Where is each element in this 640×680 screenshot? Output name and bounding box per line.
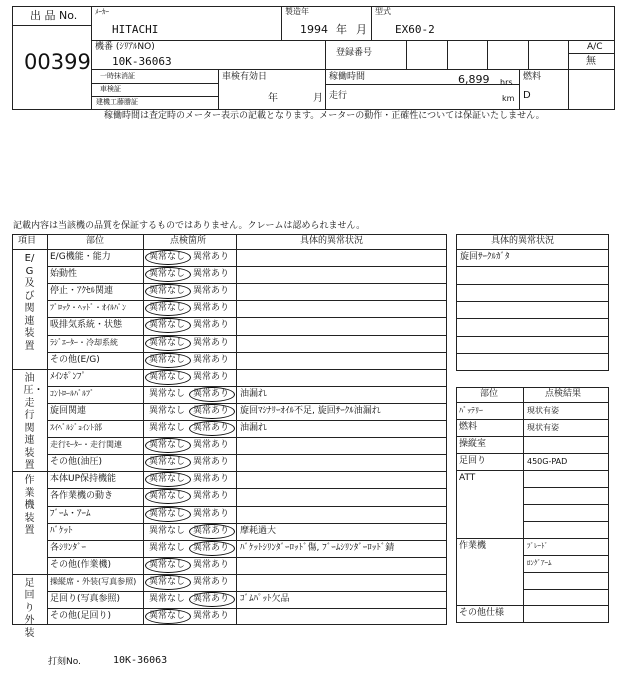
part-name: 各作業機の動き [50, 491, 114, 502]
hours-label: 稼働時間 [329, 72, 366, 82]
part-name: 吸排気系統・状態 [50, 320, 123, 331]
option-abnormal[interactable]: 異常あり [193, 388, 230, 399]
option-normal[interactable]: 異常なし [149, 576, 186, 587]
row-rule [47, 352, 447, 353]
option-normal[interactable]: 異常なし [149, 559, 186, 570]
abnormal-detail: ｺﾞﾑﾊﾟｯﾄ欠品 [240, 594, 290, 604]
row-rule [47, 454, 447, 455]
option-normal[interactable]: 異常なし [149, 354, 186, 365]
hours-value: 6,899 [458, 73, 490, 86]
maker-value: HITACHI [112, 23, 159, 36]
hours-disclaimer: 稼働時間は査定時のメーター表示の記載となります。メーターの動作・正確性については保証いたしません。 [104, 111, 545, 121]
abnormal-detail: 油漏れ [240, 388, 268, 399]
group-label: E/G及び関連装置 [24, 253, 35, 352]
part-name: E/G機能・能力 [50, 252, 111, 262]
part-name: 停止・ｱｸｾﾙ関連 [50, 286, 114, 297]
option-normal[interactable]: 異常なし [149, 542, 186, 553]
fuel-label: 燃料 [523, 72, 542, 82]
option-normal[interactable]: 異常なし [149, 320, 186, 331]
selected-circle [189, 404, 235, 419]
part-name: 足回り(写真参照) [50, 594, 121, 604]
selected-circle [189, 524, 235, 539]
shaken-label: 車検有効日 [222, 72, 268, 82]
option-abnormal[interactable]: 異常あり [193, 320, 230, 331]
option-abnormal[interactable]: 異常あり [193, 252, 230, 262]
option-abnormal[interactable]: 異常あり [193, 576, 230, 587]
selected-circle [189, 541, 235, 556]
row-rule [47, 523, 447, 524]
option-abnormal[interactable]: 異常あり [193, 457, 230, 468]
part-name: 始動性 [50, 269, 78, 280]
fuel-row-label: 燃料 [459, 422, 478, 432]
shaken-month: 月 [313, 93, 323, 104]
selected-circle [145, 353, 191, 368]
option-abnormal[interactable]: 異常あり [193, 474, 230, 485]
option-abnormal[interactable]: 異常あり [193, 559, 230, 570]
right-top-row: 旋回ｻｰｸﾙｶﾞﾀ [460, 252, 510, 262]
reg-label: 登録番号 [336, 48, 373, 58]
group-label: 足回り外装 [24, 577, 35, 639]
part-name: ﾌﾞﾛｯｸ・ﾍｯﾄﾞ・ｵｲﾙﾊﾟﾝ [50, 303, 126, 313]
part-name: その他(油圧) [50, 457, 103, 468]
selected-circle [145, 336, 191, 351]
option-abnormal[interactable]: 異常あり [193, 371, 230, 382]
part-name: その他(作業機) [50, 559, 112, 570]
right-top-header: 具体的異常状況 [491, 236, 555, 246]
part-name: ﾒｲﾝﾎﾟﾝﾌﾟ [50, 371, 87, 382]
abnormal-detail: 油漏れ [240, 423, 268, 433]
part-name: ｺﾝﾄﾛｰﾙﾊﾞﾙﾌﾞ [50, 388, 94, 398]
option-abnormal[interactable]: 異常あり [193, 423, 230, 433]
temp-plate: 一時抹消証 [100, 72, 135, 80]
other-spec-label: その他仕様 [459, 608, 505, 618]
option-normal[interactable]: 異常なし [149, 337, 186, 348]
stamp-value: 10K-36063 [113, 655, 168, 666]
header-check: 点検箇所 [170, 236, 207, 246]
option-abnormal[interactable]: 異常あり [193, 491, 230, 502]
selected-circle [145, 558, 191, 573]
vehicle-cert: 建機工藤謄証 [96, 98, 138, 106]
option-abnormal[interactable]: 異常あり [193, 594, 230, 604]
option-normal[interactable]: 異常なし [149, 457, 186, 468]
part-name: ﾊﾞｹｯﾄ [50, 525, 73, 536]
work-label: 作業機 [459, 541, 487, 551]
option-abnormal[interactable]: 異常あり [193, 611, 230, 622]
option-normal[interactable]: 異常なし [149, 474, 186, 485]
option-normal[interactable]: 異常なし [149, 269, 186, 280]
option-abnormal[interactable]: 異常あり [193, 337, 230, 348]
table-col-rule [236, 234, 237, 625]
quality-disclaimer: 記載内容は当該機の品質を保証するものではありません。クレームは認められません。 [13, 221, 366, 231]
fuel-row-value: 現状有姿 [527, 423, 559, 432]
abnormal-detail: 摩耗過大 [240, 525, 277, 536]
option-normal[interactable]: 異常なし [149, 286, 186, 297]
part-name: ﾌﾞｰﾑ・ｱｰﾑ [50, 508, 91, 519]
row-rule [47, 557, 447, 558]
group-label: 油圧・走行関連装置 [23, 372, 44, 472]
undercarriage-label: 足回り [459, 456, 487, 466]
year-value: 1994 [300, 23, 328, 36]
inspection-cert: 車検証 [100, 85, 121, 93]
option-abnormal[interactable]: 異常あり [193, 508, 230, 519]
shaken-year: 年 [268, 93, 278, 104]
model-value: EX60-2 [395, 23, 435, 36]
att-label: ATT [459, 473, 476, 483]
part-name: ｽｲﾍﾞﾙｼﾞｮｲﾝﾄ部 [50, 423, 102, 432]
row-rule [47, 335, 447, 336]
row-rule [47, 506, 447, 507]
km-unit: km [502, 94, 515, 103]
rb-header-result: 点検結果 [545, 389, 582, 399]
selected-circle [145, 575, 191, 590]
part-name: その他(E/G) [50, 354, 100, 365]
long-arm-option: ﾛﾝｸﾞｱｰﾑ [527, 559, 552, 567]
part-name: 本体UP保持機能 [50, 474, 117, 485]
part-name: その他(足回り) [50, 611, 112, 622]
option-normal[interactable]: 異常なし [149, 491, 186, 502]
header-item: 項目 [18, 236, 37, 246]
selected-circle [145, 507, 191, 522]
option-normal[interactable]: 異常なし [149, 405, 186, 416]
row-rule [47, 300, 447, 301]
selected-circle [145, 250, 191, 265]
option-normal[interactable]: 異常なし [149, 525, 186, 536]
part-name: 操縦席・外装(写真参照) [50, 576, 137, 586]
ac-value: 無 [586, 56, 596, 67]
option-normal[interactable]: 異常なし [149, 423, 186, 433]
row-rule [47, 403, 447, 404]
mileage-label: 走行 [329, 91, 348, 101]
group-rule [12, 471, 447, 472]
option-normal[interactable]: 異常なし [149, 594, 186, 604]
selected-circle [189, 387, 235, 402]
fuel-value: D [523, 90, 531, 101]
option-normal[interactable]: 異常なし [149, 611, 186, 622]
row-rule [47, 317, 447, 318]
group-rule [12, 369, 447, 370]
selected-circle [189, 421, 235, 436]
row-rule [47, 591, 447, 592]
rb-header-part: 部位 [480, 389, 499, 399]
month-unit: 月 [356, 23, 367, 36]
serial-value: 10K-36063 [112, 55, 172, 68]
option-abnormal[interactable]: 異常あり [193, 286, 230, 297]
cab-label: 操縦室 [459, 439, 487, 449]
year-label: 製造年 [285, 7, 309, 16]
option-normal[interactable]: 異常なし [149, 388, 186, 399]
battery-label: ﾊﾞｯﾃﾘｰ [459, 406, 483, 415]
option-abnormal[interactable]: 異常あり [193, 269, 230, 280]
row-rule [47, 420, 447, 421]
part-name: ﾗｼﾞｴｰﾀｰ・冷却系統 [50, 337, 118, 347]
stamp-label: 打刻No. [48, 657, 81, 667]
table-col-rule [47, 234, 48, 625]
group-label: 作業機装置 [24, 475, 35, 537]
part-name: 旋回関連 [50, 405, 87, 416]
table-header-rule [12, 249, 447, 250]
abnormal-detail: ﾊﾞｹｯﾄｼﾘﾝﾀﾞｰﾛｯﾄﾞ傷, ﾌﾞｰﾑｼﾘﾝﾀﾞｰﾛｯﾄﾞ錆 [240, 542, 395, 553]
header-detail: 具体的異常状況 [300, 236, 364, 246]
option-normal[interactable]: 異常なし [149, 508, 186, 519]
row-rule [47, 608, 447, 609]
option-normal[interactable]: 異常なし [149, 252, 186, 262]
maker-label: ﾒｰｶｰ [95, 8, 109, 16]
table-col-rule [143, 234, 144, 625]
selected-circle [189, 592, 235, 607]
serial-label: 機番 (ｼﾘｱﾙNO) [95, 42, 155, 52]
hours-unit: hrs [500, 78, 513, 87]
option-normal[interactable]: 異常なし [149, 303, 186, 314]
header-part: 部位 [86, 236, 105, 246]
row-rule [47, 266, 447, 267]
option-abnormal[interactable]: 異常あり [193, 354, 230, 365]
model-label: 型式 [375, 7, 391, 16]
option-abnormal[interactable]: 異常あり [193, 405, 230, 416]
row-rule [47, 437, 447, 438]
selected-circle [145, 370, 191, 385]
option-abnormal[interactable]: 異常あり [193, 303, 230, 314]
part-name: 走行ﾓｰﾀｰ・走行関連 [50, 440, 122, 450]
part-name: 各ｼﾘﾝﾀﾞｰ [50, 542, 87, 553]
option-abnormal[interactable]: 異常あり [193, 440, 230, 451]
option-normal[interactable]: 異常なし [149, 440, 186, 451]
undercarriage-value: 450G-PAD [527, 457, 568, 466]
row-rule [47, 386, 447, 387]
option-abnormal[interactable]: 異常あり [193, 542, 230, 553]
ac-label: A/C [587, 42, 603, 52]
blade-option: ﾌﾞﾚｰﾄﾞ [527, 542, 548, 550]
option-normal[interactable]: 異常なし [149, 371, 186, 382]
battery-value: 現状有姿 [527, 406, 559, 415]
row-rule [47, 283, 447, 284]
abnormal-detail: 旋回ﾏｼﾅﾘｰｵｲﾙ不足, 旋回ｻｰｸﾙ油漏れ [240, 405, 381, 416]
group-rule [12, 574, 447, 575]
option-abnormal[interactable]: 異常あり [193, 525, 230, 536]
lot-label: 出 品 No. [30, 9, 78, 22]
row-rule [47, 540, 447, 541]
year-unit: 年 [336, 23, 347, 36]
lot-number: 00399 [24, 50, 91, 74]
row-rule [47, 488, 447, 489]
